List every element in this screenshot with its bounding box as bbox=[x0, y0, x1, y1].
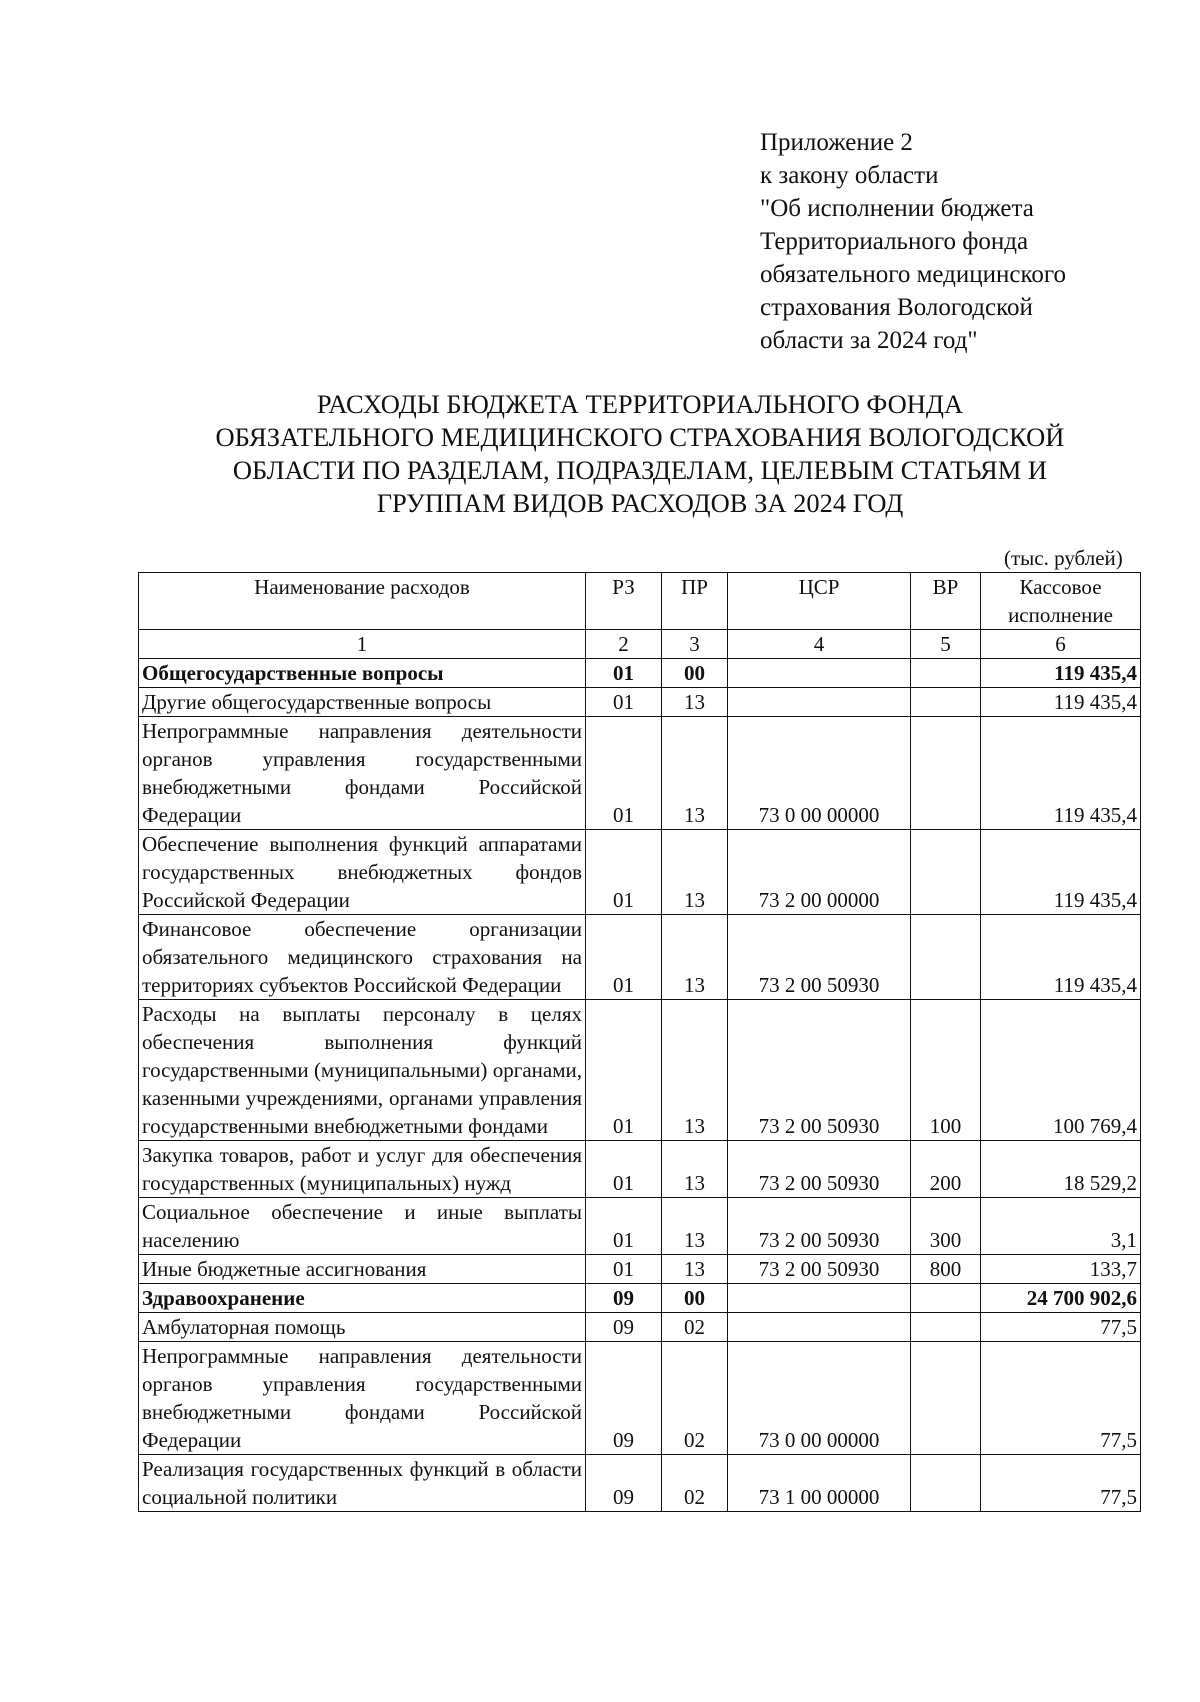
header-csr: ЦСР bbox=[728, 573, 911, 630]
cell-amount: 100 769,4 bbox=[981, 1000, 1141, 1141]
appendix-line: страхования Вологодской bbox=[760, 294, 1033, 321]
cell-vr: 100 bbox=[911, 1000, 981, 1141]
cell-pr: 13 bbox=[662, 1198, 728, 1255]
units-label: (тыс. рублей) bbox=[1004, 546, 1123, 570]
cell-amount: 119 435,4 bbox=[981, 688, 1141, 717]
cell-name: Непрограммные направления деятельности органов управления государственными внебюджетными фондами Российской Федерации bbox=[139, 1342, 586, 1455]
cell-amount: 24 700 902,6 bbox=[981, 1284, 1141, 1313]
cell-name: Финансовое обеспечение организации обязательного медицинского страхования на территориях субъектов Российской Федерации bbox=[139, 915, 586, 1000]
cell-csr: 73 2 00 50930 bbox=[728, 1000, 911, 1141]
cell-pr: 13 bbox=[662, 1141, 728, 1198]
cell-rz: 01 bbox=[586, 1141, 662, 1198]
cell-name: Здравоохранение bbox=[139, 1284, 586, 1313]
table-row bbox=[139, 1000, 1141, 1141]
cell-rz: 09 bbox=[586, 1342, 662, 1455]
cell-name: Непрограммные направления деятельности органов управления государственными внебюджетными фондами Российской Федерации bbox=[139, 717, 586, 830]
cell-vr bbox=[911, 830, 981, 915]
cell-name: Общегосударственные вопросы bbox=[139, 659, 586, 688]
cell-amount: 119 435,4 bbox=[981, 915, 1141, 1000]
table-row bbox=[139, 1342, 1141, 1455]
cell-rz: 01 bbox=[586, 688, 662, 717]
column-number-row bbox=[139, 630, 1141, 659]
cell-pr: 00 bbox=[662, 1284, 728, 1313]
cell-rz: 01 bbox=[586, 915, 662, 1000]
cell-amount: 77,5 bbox=[981, 1455, 1141, 1512]
title-line: ГРУППАМ ВИДОВ РАСХОДОВ ЗА 2024 ГОД bbox=[376, 488, 904, 518]
cell-rz: 01 bbox=[586, 1198, 662, 1255]
table-row bbox=[139, 1313, 1141, 1342]
cell-vr bbox=[911, 1342, 981, 1455]
cell-vr bbox=[911, 915, 981, 1000]
cell-name: Реализация государственных функций в области социальной политики bbox=[139, 1455, 586, 1512]
column-number: 2 bbox=[586, 630, 662, 659]
cell-pr: 02 bbox=[662, 1313, 728, 1342]
cell-csr bbox=[728, 1313, 911, 1342]
cell-vr bbox=[911, 1313, 981, 1342]
appendix-line: обязательного медицинского bbox=[760, 261, 1067, 288]
cell-rz: 01 bbox=[586, 1255, 662, 1284]
column-number: 1 bbox=[139, 630, 586, 659]
table-row bbox=[139, 1255, 1141, 1284]
cell-csr bbox=[728, 659, 911, 688]
cell-name: Расходы на выплаты персоналу в целях обеспечения выполнения функций государственными (муниципальными) органами, казенными учреждениями, органами управления государственными внебюджетными фондами bbox=[139, 1000, 586, 1141]
table-row bbox=[139, 659, 1141, 688]
table-row bbox=[139, 1455, 1141, 1512]
cell-pr: 13 bbox=[662, 717, 728, 830]
table-row bbox=[139, 1141, 1141, 1198]
header-pr: ПР bbox=[662, 573, 728, 630]
cell-name: Обеспечение выполнения функций аппаратами государственных внебюджетных фондов Российской Федерации bbox=[139, 830, 586, 915]
cell-vr: 300 bbox=[911, 1198, 981, 1255]
cell-vr bbox=[911, 1455, 981, 1512]
column-number: 3 bbox=[662, 630, 728, 659]
appendix-line: области за 2024 год" bbox=[760, 327, 978, 354]
cell-csr bbox=[728, 1284, 911, 1313]
cell-vr bbox=[911, 717, 981, 830]
header-amount: Кассовое исполнение bbox=[981, 573, 1141, 630]
cell-amount: 18 529,2 bbox=[981, 1141, 1141, 1198]
header-row bbox=[139, 573, 1141, 630]
cell-amount: 77,5 bbox=[981, 1313, 1141, 1342]
cell-pr: 13 bbox=[662, 1255, 728, 1284]
cell-pr: 13 bbox=[662, 1000, 728, 1141]
table-row bbox=[139, 1284, 1141, 1313]
cell-csr: 73 2 00 50930 bbox=[728, 1198, 911, 1255]
cell-name: Другие общегосударственные вопросы bbox=[139, 688, 586, 717]
cell-amount: 3,1 bbox=[981, 1198, 1141, 1255]
appendix-line: Приложение 2 bbox=[760, 129, 913, 156]
cell-csr: 73 0 00 00000 bbox=[728, 1342, 911, 1455]
cell-amount: 133,7 bbox=[981, 1255, 1141, 1284]
cell-rz: 01 bbox=[586, 1000, 662, 1141]
cell-csr: 73 2 00 50930 bbox=[728, 915, 911, 1000]
appendix-note bbox=[760, 126, 1066, 357]
cell-csr: 73 2 00 50930 bbox=[728, 1141, 911, 1198]
cell-csr: 73 2 00 00000 bbox=[728, 830, 911, 915]
title-line: ОБЯЗАТЕЛЬНОГО МЕДИЦИНСКОГО СТРАХОВАНИЯ ВОЛОГОДСКОЙ bbox=[215, 422, 1065, 452]
appendix-line: к закону области bbox=[760, 162, 939, 189]
header-rz: РЗ bbox=[586, 573, 662, 630]
cell-rz: 09 bbox=[586, 1455, 662, 1512]
cell-vr bbox=[911, 688, 981, 717]
cell-pr: 13 bbox=[662, 915, 728, 1000]
cell-csr: 73 1 00 00000 bbox=[728, 1455, 911, 1512]
cell-rz: 09 bbox=[586, 1284, 662, 1313]
table-row bbox=[139, 915, 1141, 1000]
appendix-line: "Об исполнении бюджета bbox=[760, 195, 1034, 222]
document-title bbox=[140, 388, 1140, 520]
table-row bbox=[139, 717, 1141, 830]
header-vr: ВР bbox=[911, 573, 981, 630]
cell-pr: 02 bbox=[662, 1455, 728, 1512]
cell-rz: 01 bbox=[586, 659, 662, 688]
title-line: ОБЛАСТИ ПО РАЗДЕЛАМ, ПОДРАЗДЕЛАМ, ЦЕЛЕВЫМ СТАТЬЯМ И bbox=[232, 455, 1048, 485]
cell-csr bbox=[728, 688, 911, 717]
cell-pr: 00 bbox=[662, 659, 728, 688]
cell-amount: 119 435,4 bbox=[981, 717, 1141, 830]
table-row bbox=[139, 830, 1141, 915]
cell-rz: 01 bbox=[586, 830, 662, 915]
cell-name: Иные бюджетные ассигнования bbox=[139, 1255, 586, 1284]
cell-amount: 77,5 bbox=[981, 1342, 1141, 1455]
cell-csr: 73 2 00 50930 bbox=[728, 1255, 911, 1284]
cell-amount: 119 435,4 bbox=[981, 659, 1141, 688]
column-number: 4 bbox=[728, 630, 911, 659]
cell-name: Закупка товаров, работ и услуг для обеспечения государственных (муниципальных) нужд bbox=[139, 1141, 586, 1198]
cell-rz: 01 bbox=[586, 717, 662, 830]
cell-vr bbox=[911, 1284, 981, 1313]
cell-pr: 13 bbox=[662, 830, 728, 915]
table-row bbox=[139, 1198, 1141, 1255]
cell-name: Амбулаторная помощь bbox=[139, 1313, 586, 1342]
cell-vr: 200 bbox=[911, 1141, 981, 1198]
cell-pr: 13 bbox=[662, 688, 728, 717]
cell-name: Социальное обеспечение и иные выплаты населению bbox=[139, 1198, 586, 1255]
cell-pr: 02 bbox=[662, 1342, 728, 1455]
cell-amount: 119 435,4 bbox=[981, 830, 1141, 915]
cell-csr: 73 0 00 00000 bbox=[728, 717, 911, 830]
header-name: Наименование расходов bbox=[139, 573, 586, 630]
expenditure-table bbox=[138, 572, 1141, 1512]
column-number: 5 bbox=[911, 630, 981, 659]
cell-rz: 09 bbox=[586, 1313, 662, 1342]
cell-vr bbox=[911, 659, 981, 688]
column-number: 6 bbox=[981, 630, 1141, 659]
table-row bbox=[139, 688, 1141, 717]
title-line: РАСХОДЫ БЮДЖЕТА ТЕРРИТОРИАЛЬНОГО ФОНДА bbox=[316, 389, 964, 419]
appendix-line: Территориального фонда bbox=[760, 228, 1029, 255]
cell-vr: 800 bbox=[911, 1255, 981, 1284]
